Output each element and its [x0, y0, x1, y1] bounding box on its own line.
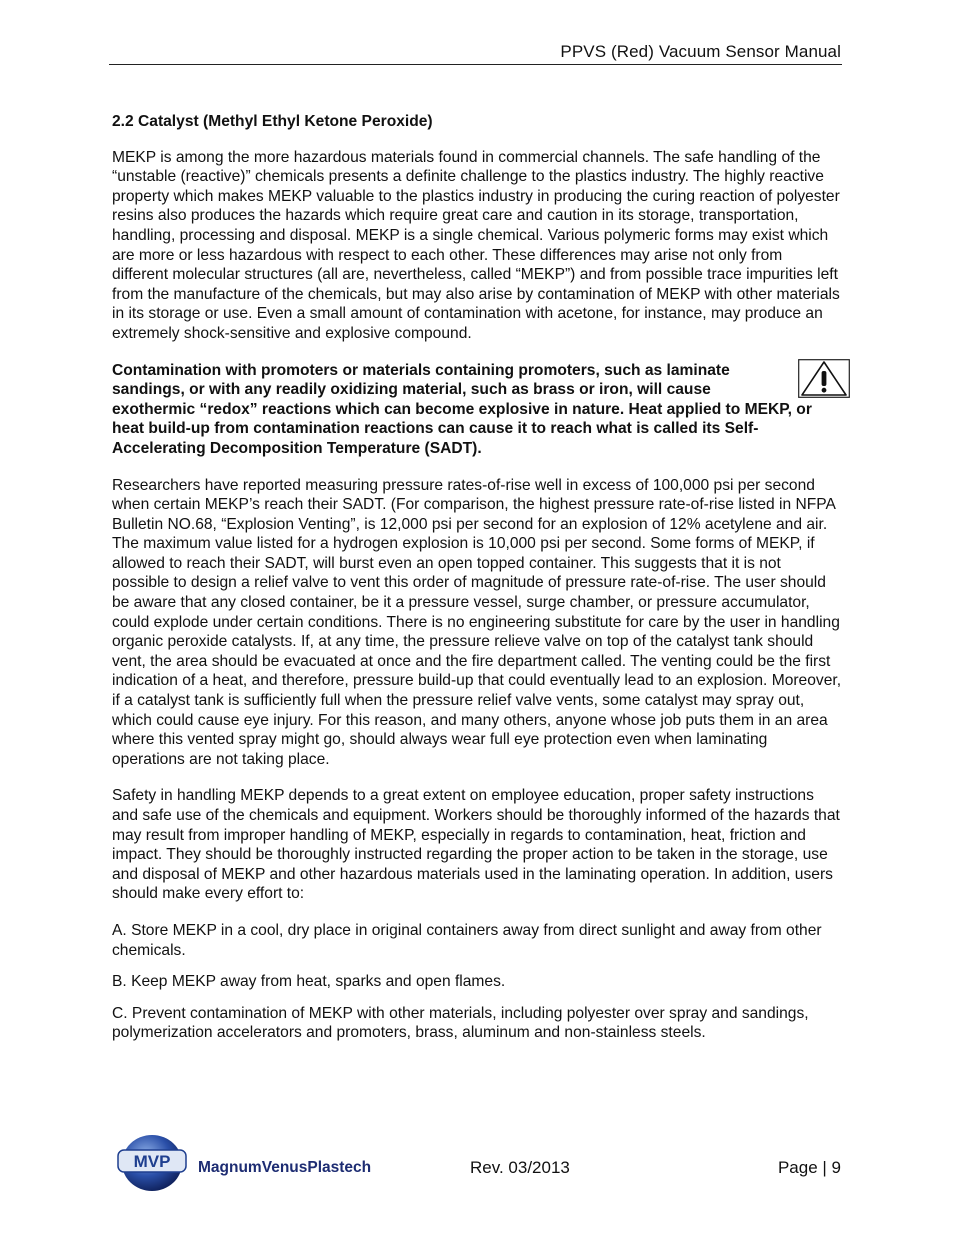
logo-name: MagnumVenusPlastech	[198, 1159, 372, 1176]
footer-revision: Rev. 03/2013	[470, 1158, 570, 1177]
footer-logo	[112, 1133, 412, 1193]
logo-initials: MVP	[133, 1152, 171, 1171]
list-item-c: C. Prevent contamination of MEKP with other materials, including polyester over spray and sandings, polymerization accelerators and promoters, brass, aluminum and non-stainless steels.	[112, 1004, 809, 1042]
list-item-b: B. Keep MEKP away from heat, sparks and open flames.	[112, 973, 506, 991]
paragraph-safety: Safety in handling MEKP depends to a great extent on employee education, proper safety instructions and safe use of the chemicals and equipment. Workers should be thoroughly informed of the hazards that may result from improper handling of MEKP, especially in regards to contamination, heat, friction and impact. They should be thoroughly instructed regarding the proper action to be taken in the storage, use and disposal of MEKP and other hazardous materials used in the laminating operation. In addition, users should make every effort to:	[112, 787, 840, 903]
header-title: PPVS (Red) Vacuum Sensor Manual	[560, 42, 841, 61]
warning-block	[112, 361, 842, 459]
warning-text: Contamination with promoters or materials containing promoters, such as laminate sandings, or with any readily oxidizing material, such as brass or iron, will cause exothermic “redox” reactions which can become explosive in nature. Heat applied to MEKP, or heat build-up from contamination reactions can cause it to reach what is called its Self-Accelerating Decomposition Temperature (SADT).	[112, 361, 812, 457]
warning-icon	[798, 359, 850, 398]
paragraph-pressure: Researchers have reported measuring pressure rates-of-rise well in excess of 100,000 psi per second when certain MEKP’s reach their SADT. (For comparison, the highest pressure rate-of-rise listed in NFPA Bulletin NO.68, “Explosion Venting”, is 12,000 psi per second for an explosion of 12% acetylene and air. The maximum value listed for a hydrogen explosion is 10,000 psi per second. Some forms of MEKP, if allowed to reach their SADT, will burst even an open topped container. This suggests that it is not possible to design a relief valve to vent this order of magnitude of pressure rate-of-rise. The user should be aware that any closed container, be it a pressure vessel, surge chamber, or pressure accumulator, could explode under certain conditions. There is no engineering substitute for care by the user in handling organic peroxide catalysts. If, at any time, the pressure relieve valve on top of the catalyst tank should vent, the area should be evacuated at once and the fire department called. The venting could be the first indication of a heat, and therefore, pressure build-up that could eventually lead to an explosion. Moreover, if a catalyst tank is sufficiently full when the pressure relief valve vents, some catalyst may spray out, which could cause eye injury. For this reason, and many others, anyone whose job puts them in an area where this vented spray might go, should always wear full eye protection even when laminating operations are not taking place.	[112, 476, 842, 768]
list-item-a: A. Store MEKP in a cool, dry place in original containers away from direct sunlight and away from other chemicals.	[112, 921, 822, 959]
footer-page-number: Page | 9	[777, 1158, 841, 1177]
paragraph-intro: MEKP is among the more hazardous materials found in commercial channels. The safe handling of the “unstable (reactive)” chemicals presents a definite challenge to the plastics industry. The highly reactive property which makes MEKP valuable to the plastics industry in producing the curing reaction of polyester resins also produces the hazards which require great care and caution in its storage, transportation, handling, processing and disposal. MEKP is a single chemical. Various polymeric forms may exist which are more or less hazardous with respect to each other. These differences may arise not only from different molecular structures (all are, nevertheless, called “MEKP”) and from possible trace impurities left from the manufacture of the chemicals, but may also arise by contamination of MEKP with other materials in its storage or use. Even a small amount of contamination with acetone, for instance, may produce an extremely shock-sensitive and explosive compound.	[112, 148, 840, 342]
header-rule	[109, 64, 842, 65]
page-content	[112, 112, 842, 1055]
section-title: 2.2 Catalyst (Methyl Ethyl Ketone Peroxide)	[112, 113, 433, 130]
